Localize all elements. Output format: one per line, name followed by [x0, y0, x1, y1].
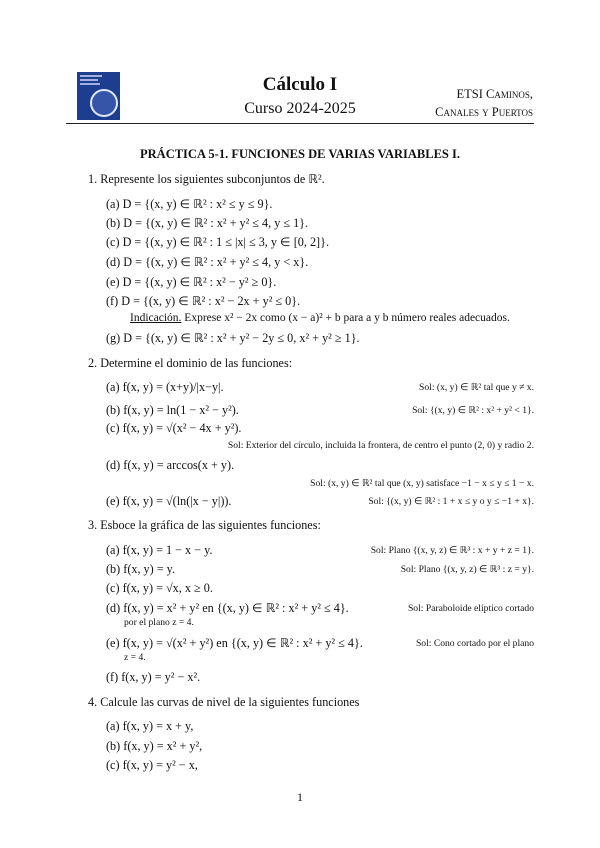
q1-item-f: (f) D = {(x, y) ∈ ℝ² : x² − 2x + y² ≤ 0}. [106, 294, 301, 308]
q1-item-g: (g) D = {(x, y) ∈ ℝ² : x² + y² − 2y ≤ 0, x² + y² ≥ 1}. [106, 331, 360, 345]
q1-item-e: (e) D = {(x, y) ∈ ℝ² : x² − y² ≥ 0}. [106, 275, 277, 289]
q3-d-solution-cont: por el plano z = 4. [124, 617, 194, 628]
q2-item-a: (a) f(x, y) = (x+y)/|x−y|. [106, 380, 224, 394]
q3-item-c: (c) f(x, y) = √x, x ≥ 0. [106, 581, 213, 595]
q3-e-solution: Sol: Cono cortado por el plano [415, 638, 534, 649]
practice-heading: PRÁCTICA 5-1. FUNCIONES DE VARIAS VARIABLES I. [140, 147, 460, 161]
institution-line-2: Canales y Puertos [435, 105, 533, 119]
q2-item-b: (b) f(x, y) = ln(1 − x² − y²). [106, 403, 239, 417]
institution-line-1: ETSI Caminos, [456, 87, 533, 101]
question-1-title: 1. Represente los siguientes subconjuntos de ℝ². [88, 172, 325, 186]
q1-hint [130, 312, 510, 324]
q1-item-c: (c) D = {(x, y) ∈ ℝ² : 1 ≤ |x| ≤ 3, y ∈ [0, 2]}. [106, 235, 330, 249]
page-number: 1 [297, 790, 303, 804]
q3-item-b: (b) f(x, y) = y. [106, 562, 176, 576]
q2-e-solution: Sol: {(x, y) ∈ ℝ² : 1 + x ≤ y o y ≤ −1 + x}. [368, 496, 534, 507]
q1-item-d: (d) D = {(x, y) ∈ ℝ² : x² + y² ≤ 4, y < x}. [106, 255, 309, 269]
q4-item-a: (a) f(x, y) = x + y, [106, 719, 194, 733]
q1-item-b: (b) D = {(x, y) ∈ ℝ² : x² + y² ≤ 4, y ≤ 1}. [106, 216, 309, 230]
header-divider [66, 123, 534, 124]
q2-item-e: (e) f(x, y) = √(ln(|x − y|)). [106, 494, 232, 508]
hint-text: Exprese x² − 2x como (x − a)² + b para a y b número reales adecuados. [181, 312, 510, 324]
q3-item-a: (a) f(x, y) = 1 − x − y. [106, 543, 213, 557]
q3-item-e: (e) f(x, y) = √(x² + y²) en {(x, y) ∈ ℝ² : x² + y² ≤ 4}. [106, 636, 363, 650]
q2-c-solution: Sol: Exterior del círculo, incluida la frontera, de centro el punto (2, 0) y radio 2. [227, 440, 534, 451]
q3-e-solution-cont: z = 4. [124, 652, 146, 663]
q2-b-solution: Sol: {(x, y) ∈ ℝ² : x² + y² < 1}. [412, 405, 534, 416]
q2-a-solution: Sol: (x, y) ∈ ℝ² tal que y ≠ x. [419, 382, 534, 393]
course-year: Curso 2024-2025 [244, 100, 356, 117]
q3-item-d: (d) f(x, y) = x² + y² en {(x, y) ∈ ℝ² : x² + y² ≤ 4}. [106, 601, 349, 615]
question-3-title: 3. Esboce la gráfica de las siguientes funciones: [88, 518, 321, 532]
q3-item-f: (f) f(x, y) = y² − x². [106, 670, 201, 684]
q3-d-solution: Sol: Paraboloide elíptico cortado [407, 603, 534, 614]
q2-d-solution: Sol: (x, y) ∈ ℝ² tal que (x, y) satisface −1 − x ≤ y ≤ 1 − x. [310, 478, 534, 489]
q1-item-a: (a) D = {(x, y) ∈ ℝ² : x² ≤ y ≤ 9}. [106, 197, 273, 211]
q3-b-solution: Sol: Plano {(x, y, z) ∈ ℝ³ : z = y}. [400, 564, 534, 575]
q2-item-d: (d) f(x, y) = arccos(x + y). [106, 458, 235, 472]
q4-item-b: (b) f(x, y) = x² + y², [106, 739, 203, 753]
q3-a-solution: Sol: Plano {(x, y, z) ∈ ℝ³ : x + y + z = 1}. [370, 545, 534, 556]
question-2-title: 2. Determine el dominio de las funciones: [88, 356, 293, 370]
question-4-title: 4. Calcule las curvas de nivel de la siguientes funciones [88, 695, 360, 709]
q2-item-c: (c) f(x, y) = √(x² − 4x + y²). [106, 421, 242, 435]
page-title: Cálculo I [262, 74, 338, 95]
institution [435, 85, 533, 121]
hint-label: Indicación. [130, 312, 182, 324]
q4-item-c: (c) f(x, y) = y² − x, [106, 758, 198, 772]
